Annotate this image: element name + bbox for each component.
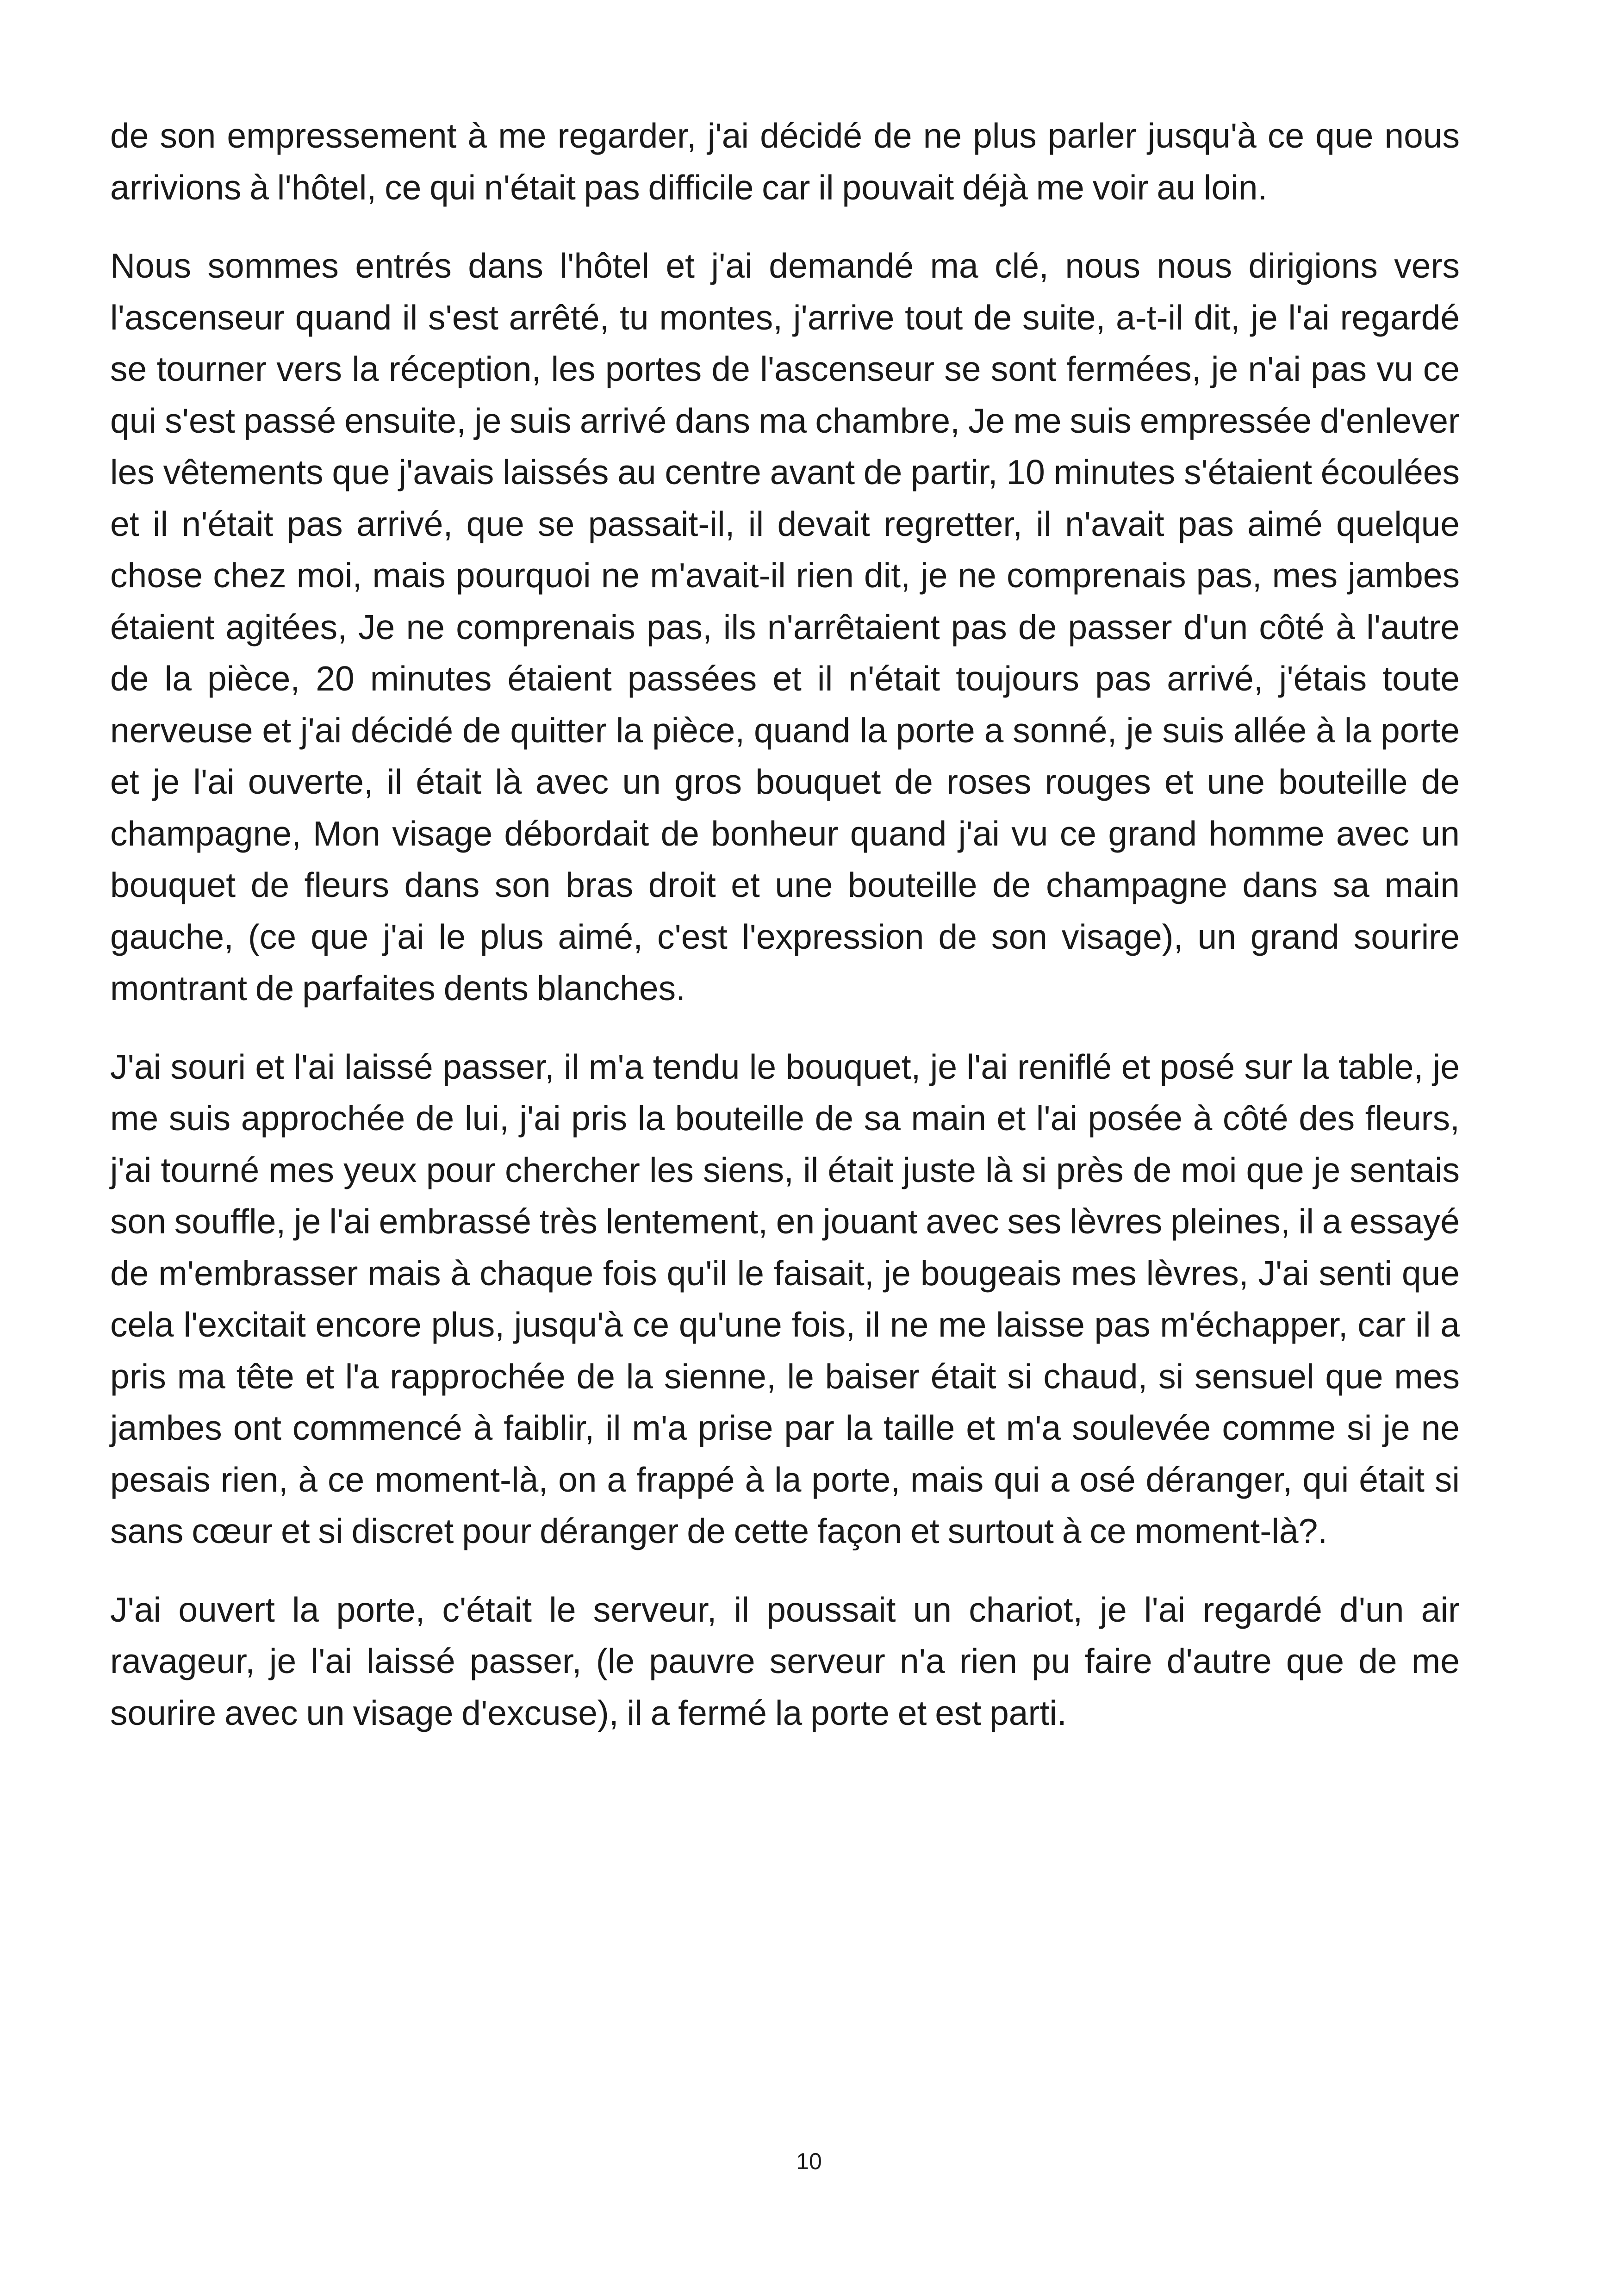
- page-number: 10: [796, 2148, 822, 2174]
- paragraph-2: Nous sommes entrés dans l'hôtel et j'ai demandé ma clé, nous nous dirigions vers l'ascenseur quand il s'est arrêté, tu montes, j'arrive tout de suite, a-t-il dit, je l'ai regardé se tourner vers la réception, les portes de l'ascenseur se sont fermées, je n'ai pas vu ce qui s'est passé ensuite, je suis arrivé dans ma chambre, Je me suis empressée d'enlever les vêtements que j'avais laissés au centre avant de partir, 10 minutes s'étaient écoulées et il n'était pas arrivé, que se passait-il, il devait regretter, il n'avait pas aimé quelque chose chez moi, mais pourquoi ne m'avait-il rien dit, je ne comprenais pas, mes jambes étaient agitées, Je ne comprenais pas, ils n'arrêtaient pas de passer d'un côté à l'autre de la pièce, 20 minutes étaient passées et il n'était toujours pas arrivé, j'étais toute nerveuse et j'ai décidé de quitter la pièce, quand la porte a sonné, je suis allée à la porte et je l'ai ouverte, il était là avec un gros bouquet de roses rouges et une bouteille de champagne, Mon visage débordait de bonheur quand j'ai vu ce grand homme avec un bouquet de fleurs dans son bras droit et une bouteille de champagne dans sa main gauche, (ce que j'ai le plus aimé, c'est l'expression de son visage), un grand sourire montrant de parfaites dents blanches.: [110, 246, 1460, 1008]
- paragraph-1: de son empressement à me regarder, j'ai décidé de ne plus parler jusqu'à ce que nous arrivions à l'hôtel, ce qui n'était pas difficile car il pouvait déjà me voir au loin.: [110, 116, 1460, 207]
- body-text: [110, 110, 1460, 1766]
- paragraph-3: J'ai souri et l'ai laissé passer, il m'a tendu le bouquet, je l'ai reniflé et posé sur la table, je me suis approchée de lui, j'ai pris la bouteille de sa main et l'ai posée à côté des fleurs, j'ai tourné mes yeux pour chercher les siens, il était juste là si près de moi que je sentais son souffle, je l'ai embrassé très lentement, en jouant avec ses lèvres pleines, il a essayé de m'embrasser mais à chaque fois qu'il le faisait, je bougeais mes lèvres, J'ai senti que cela l'excitait encore plus, jusqu'à ce qu'une fois, il ne me laisse pas m'échapper, car il a pris ma tête et l'a rapprochée de la sienne, le baiser était si chaud, si sensuel que mes jambes ont commencé à faiblir, il m'a prise par la taille et m'a soulevée comme si je ne pesais rien, à ce moment-là, on a frappé à la porte, mais qui a osé déranger, qui était si sans cœur et si discret pour déranger de cette façon et surtout à ce moment-là?.: [110, 1047, 1460, 1550]
- paragraph-4: J'ai ouvert la porte, c'était le serveur, il poussait un chariot, je l'ai regardé d'un air ravageur, je l'ai laissé passer, (le pauvre serveur n'a rien pu faire d'autre que de me sourire avec un visage d'excuse), il a fermé la porte et est parti.: [110, 1590, 1460, 1732]
